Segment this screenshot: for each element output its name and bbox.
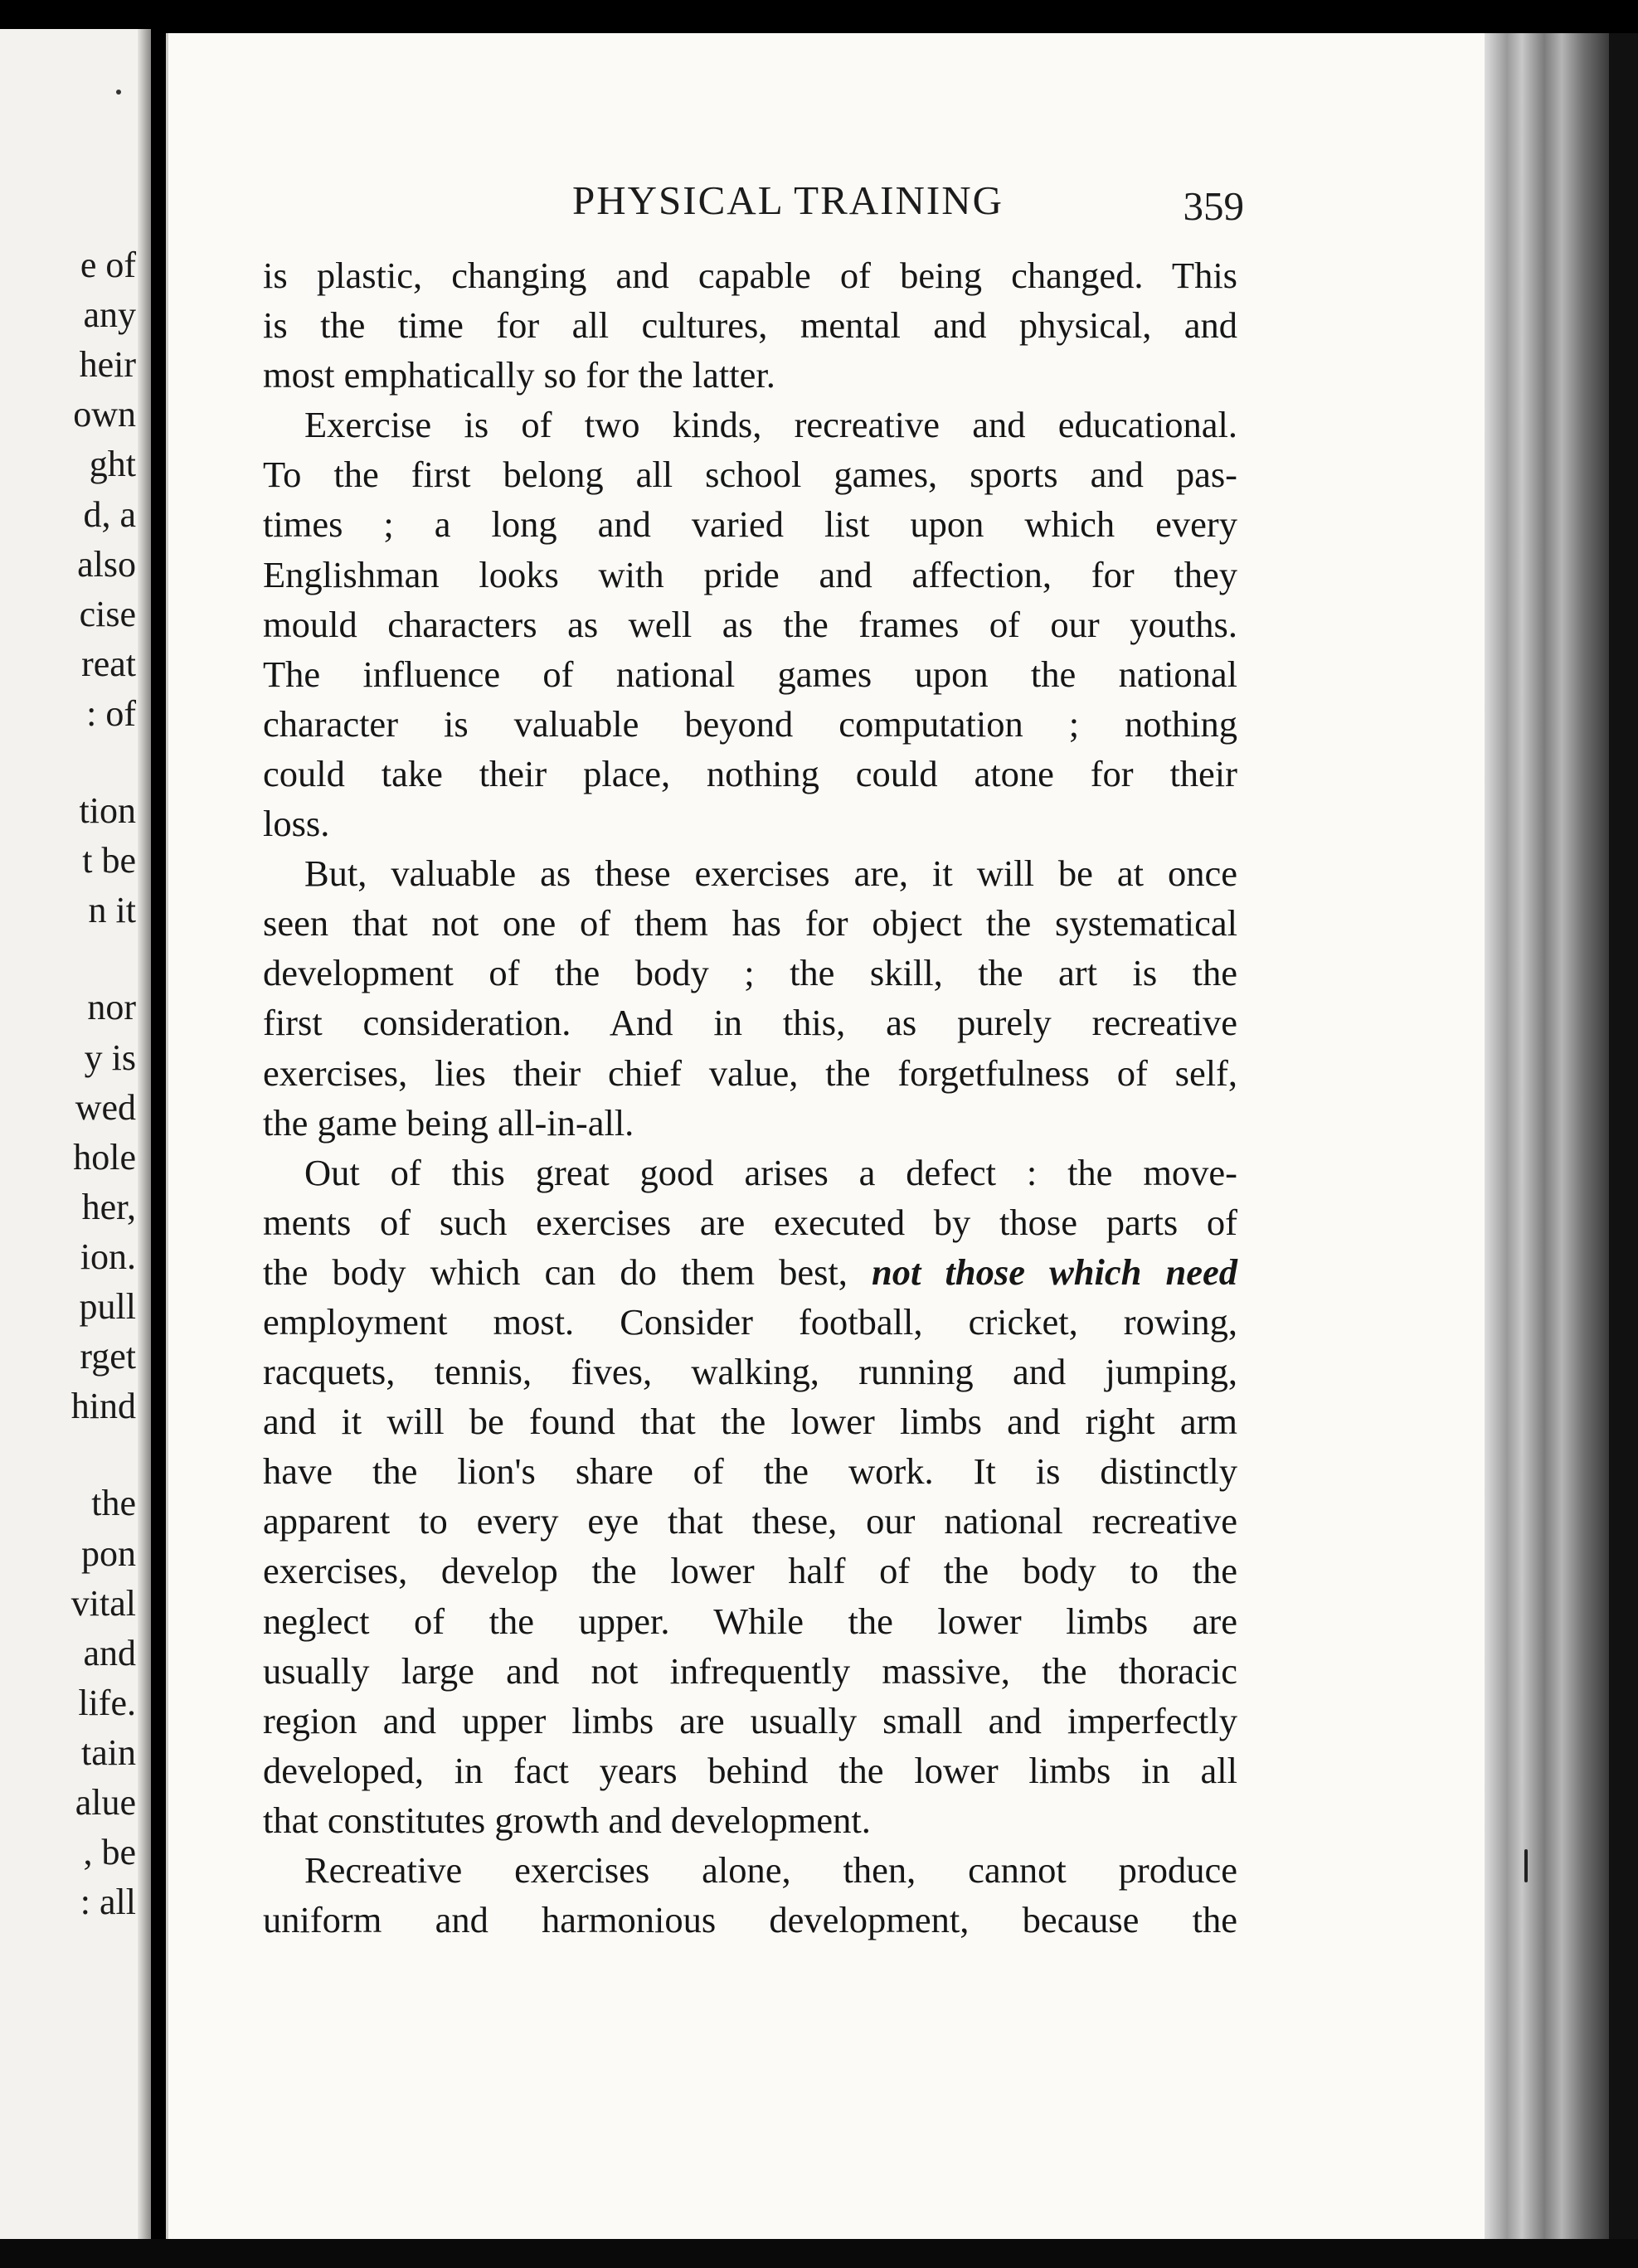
text-line: have the lion's share of the work. It is distinctly — [263, 1450, 1237, 1493]
text-line: To the first belong all school games, sports and pas- — [263, 454, 1237, 496]
text-line: racquets, tennis, fives, walking, running and jumping, — [263, 1351, 1237, 1393]
text-line: Out of this great good arises a defect : the move- — [304, 1151, 1237, 1193]
text-line: The influence of national games upon the national — [263, 653, 1237, 695]
text-line: Englishman looks with pride and affection, for they — [263, 553, 1237, 595]
left-page-line: d, a — [83, 493, 136, 535]
left-page-line: any — [83, 294, 136, 336]
left-page-line: n it — [88, 890, 136, 931]
text-line: usually large and not infrequently massive, the thoracic — [263, 1649, 1237, 1692]
text-line: loss. — [263, 803, 330, 845]
left-page-line: the — [91, 1483, 136, 1524]
left-page-line: t be — [82, 840, 136, 881]
text-line: neglect of the upper. While the lower limbs are — [263, 1600, 1237, 1642]
scan-mark — [1524, 1849, 1528, 1882]
text-line: mould characters as well as the frames of our youths. — [263, 603, 1237, 645]
text-line: the game being all-in-all. — [263, 1101, 634, 1144]
text-line-roman: the body which can do them best, — [263, 1251, 872, 1293]
text-line: developed, in fact years behind the lower limbs in all — [263, 1749, 1237, 1791]
left-page-line: pull — [79, 1286, 136, 1328]
left-page-line: : of — [86, 692, 136, 734]
text-line: uniform and harmonious development, because the — [263, 1899, 1237, 1941]
left-page-line: ion. — [80, 1236, 136, 1277]
text-line: ments of such exercises are executed by those parts of — [263, 1201, 1237, 1243]
text-line: character is valuable beyond computation ; nothing — [263, 702, 1237, 745]
text-line: region and upper limbs are usually small and imperfectly — [263, 1699, 1237, 1741]
text-line: apparent to every eye that these, our national recreative — [263, 1500, 1237, 1542]
left-facing-page-fragment — [0, 29, 151, 2251]
text-line: But, valuable as these exercises are, it will be at once — [304, 852, 1237, 895]
running-head: PHYSICAL TRAINING — [572, 177, 1004, 223]
left-page-line: rget — [80, 1336, 136, 1377]
left-page-line: alue — [75, 1782, 136, 1824]
text-line: exercises, lies their chief value, the forgetfulness of self, — [263, 1051, 1237, 1094]
left-page-line: wed — [75, 1086, 136, 1128]
left-page-line: hind — [70, 1386, 136, 1427]
page-edge-stack — [1485, 33, 1609, 2251]
text-line: Recreative exercises alone, then, cannot produce — [304, 1849, 1237, 1891]
text-line: is plastic, changing and capable of being changed. This — [263, 255, 1237, 296]
text-line: and it will be found that the lower limbs and right arm — [263, 1401, 1237, 1443]
left-page-line: nor — [87, 987, 136, 1028]
text-line: first consideration. And in this, as purely recreative — [263, 1002, 1237, 1044]
left-page-line: and — [83, 1632, 136, 1673]
left-page-line: vital — [70, 1582, 136, 1624]
left-page-line: hole — [73, 1136, 136, 1178]
text-line: employment most. Consider football, cricket, rowing, — [263, 1300, 1237, 1343]
text-line: seen that not one of them has for object the systematical — [263, 902, 1237, 945]
scan-border-right — [1609, 33, 1638, 2251]
scan-border-bottom — [0, 2239, 1638, 2268]
text-line: development of the body ; the skill, the art is the — [263, 952, 1237, 994]
page-number: 359 — [1183, 183, 1244, 229]
left-page-line: , be — [83, 1832, 136, 1873]
text-line: most emphatically so for the latter. — [263, 354, 775, 396]
left-page-line: reat — [81, 643, 136, 684]
text-line-italic: not those which need — [872, 1251, 1237, 1293]
text-line: exercises, develop the lower half of the body to the — [263, 1550, 1237, 1592]
left-page-line: also — [77, 543, 136, 585]
body-text — [263, 250, 1237, 1945]
text-line: could take their place, nothing could atone for their — [263, 752, 1237, 794]
text-line: that constitutes growth and development. — [263, 1799, 871, 1841]
text-line: Exercise is of two kinds, recreative and educational. — [304, 404, 1237, 446]
gutter-shadow — [138, 29, 151, 2251]
text-line: times ; a long and varied list upon which every — [263, 503, 1237, 546]
left-page-line: heir — [79, 344, 136, 386]
left-page-line: her, — [81, 1186, 136, 1227]
left-page-line: e of — [80, 245, 136, 285]
left-page-line: own — [73, 394, 136, 435]
left-page-line: tain — [81, 1731, 136, 1773]
scan-speck — [116, 90, 121, 95]
text-line — [263, 1247, 1237, 1297]
text-line: is the time for all cultures, mental and physical, and — [263, 304, 1237, 347]
left-page-line: y is — [84, 1037, 136, 1078]
left-page-line: tion — [79, 790, 136, 832]
left-page-line: life. — [78, 1682, 136, 1723]
left-page-line: cise — [79, 593, 136, 634]
left-page-line: ght — [89, 444, 136, 485]
left-page-line: : all — [80, 1882, 136, 1923]
left-page-line: pon — [81, 1532, 136, 1574]
